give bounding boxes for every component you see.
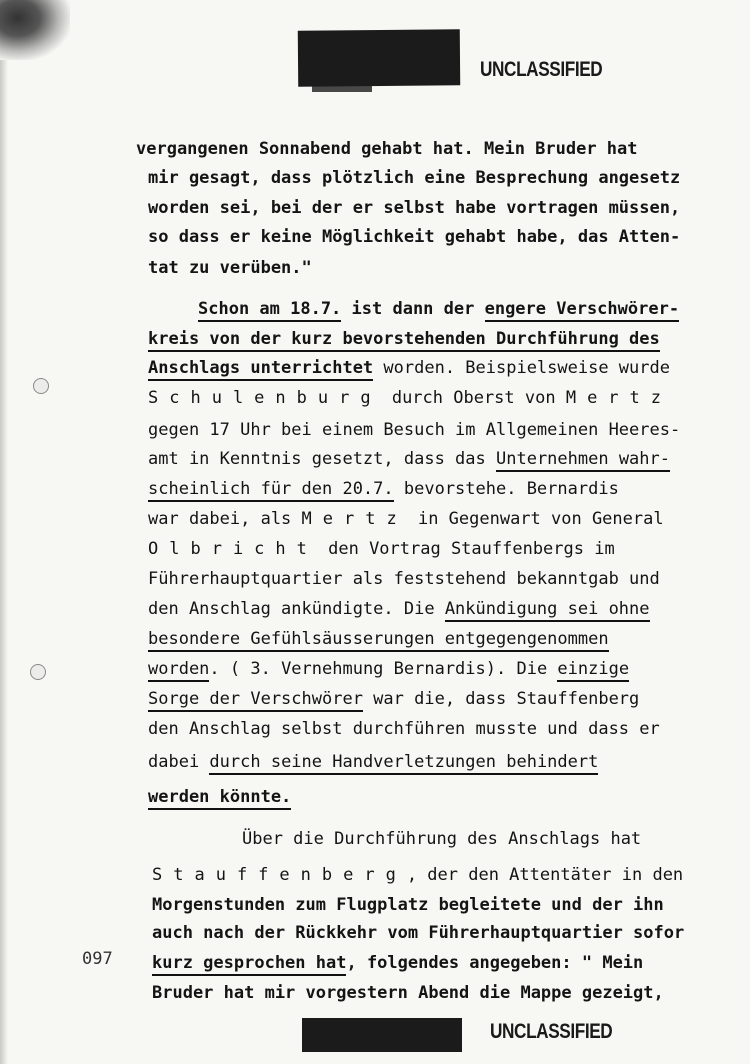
underlined-phrase: Ankündigung sei ohne [445,599,650,622]
footer-redaction-block [302,1018,462,1052]
spaced-name: Mertz [301,509,408,529]
underlined-phrase: Sorge der Verschwörer [148,689,363,712]
text-line-26: auch nach der Rückkehr vom Führerhauptquartier sofor [152,923,685,943]
underlined-phrase: werden könnte. [148,787,291,810]
text-segment: den Anschlag ankündigte. Die [148,599,445,619]
header-redaction-block [298,29,460,86]
spaced-name: Schulenburg [148,388,382,408]
underlined-phrase: einzige [557,659,629,682]
text-segment: , der den Attentäter in den [406,865,684,885]
text-line-9 [148,387,672,409]
text-line-17 [148,628,609,650]
underlined-phrase: besondere Gefühlsäusserungen entgegengenommen [148,629,609,652]
text-segment: ist dann der [341,299,485,319]
text-line-22 [148,786,291,808]
underlined-phrase: scheinlich für den 20.7. [148,479,394,502]
text-line-18 [148,658,629,680]
text-segment: in Gegenwart von General [407,509,664,529]
header-classification-stamp: UNCLASSIFIED [480,58,603,81]
underlined-phrase: kurz gesprochen hat [152,953,346,976]
underlined-phrase: Anschlags unterrichtet [148,358,373,381]
text-line-6 [198,298,679,320]
text-segment: war dabei, als [148,509,302,529]
text-line-4: so dass er keine Möglichkeit gehabt habe, das Atten- [148,227,681,247]
text-line-1: vergangenen Sonnabend gehabt hat. Mein Bruder hat [136,139,638,159]
underlined-phrase: Unternehmen wahr- [496,449,670,472]
text-line-14 [148,538,615,560]
text-segment: war die, dass Stauffenberg [362,689,640,709]
text-line-8 [148,357,670,379]
text-segment: bevorstehe. Bernardis [393,479,619,499]
text-line-15: Führerhauptquartier als feststehend bekanntgab und [148,569,660,589]
text-line-12 [148,478,619,500]
underlined-phrase: Schon am 18.7. [198,299,341,322]
spaced-name: Stauffenberg [152,865,407,885]
text-segment: dabei [148,752,210,772]
punch-hole-bottom [30,664,46,680]
text-segment: den Vortrag Stauffenbergs im [317,539,615,559]
text-line-19 [148,688,639,710]
text-line-28: Bruder hat mir vorgestern Abend die Mappe gezeigt, [152,983,664,1003]
spaced-name: Olbricht [148,539,318,559]
punch-hole-top [33,378,49,394]
footer-classification-stamp: UNCLASSIFIED [490,1020,613,1043]
underlined-phrase: worden [148,659,209,682]
text-line-24 [152,864,683,886]
text-line-11 [148,448,670,470]
text-line-7 [148,328,660,350]
page-number: 097 [82,949,113,969]
scan-smudge [0,0,70,60]
spaced-name: Mertz [565,388,673,408]
text-line-20: den Anschlag selbst durchführen musste und dass er [148,719,660,739]
underlined-phrase: kreis von der kurz bevorstehenden Durchführung des [148,329,660,352]
text-line-13 [148,508,664,530]
text-line-25: Morgenstunden zum Flugplatz begleitete und der ihn [152,895,664,915]
text-line-23: Über die Durchführung des Anschlags hat [242,829,642,849]
underlined-phrase: durch seine Handverletzungen behindert [209,752,598,775]
text-line-2: mir gesagt, dass plötzlich eine Besprechung angesetz [148,168,681,188]
text-line-3: worden sei, bei der er selbst habe vortragen müssen, [148,198,681,218]
text-segment: amt in Kenntnis gesetzt, dass das [148,449,496,469]
text-segment: worden. Beispielsweise wurde [373,358,670,378]
text-line-5: tat zu verüben." [148,258,312,278]
text-line-21 [148,751,598,773]
text-line-27 [152,952,643,974]
text-segment: . ( 3. Vernehmung Bernardis). Die [209,659,558,679]
text-line-16 [148,598,650,620]
text-line-10: gegen 17 Uhr bei einem Besuch im Allgemeinen Heeres- [148,420,681,440]
header-redaction-residue [312,84,372,92]
text-segment: durch Oberst von [381,388,566,408]
text-segment: , folgendes angegeben: " Mein [346,953,644,973]
underlined-phrase: engere Verschwörer- [485,299,679,322]
scan-edge-shadow [0,60,8,1064]
